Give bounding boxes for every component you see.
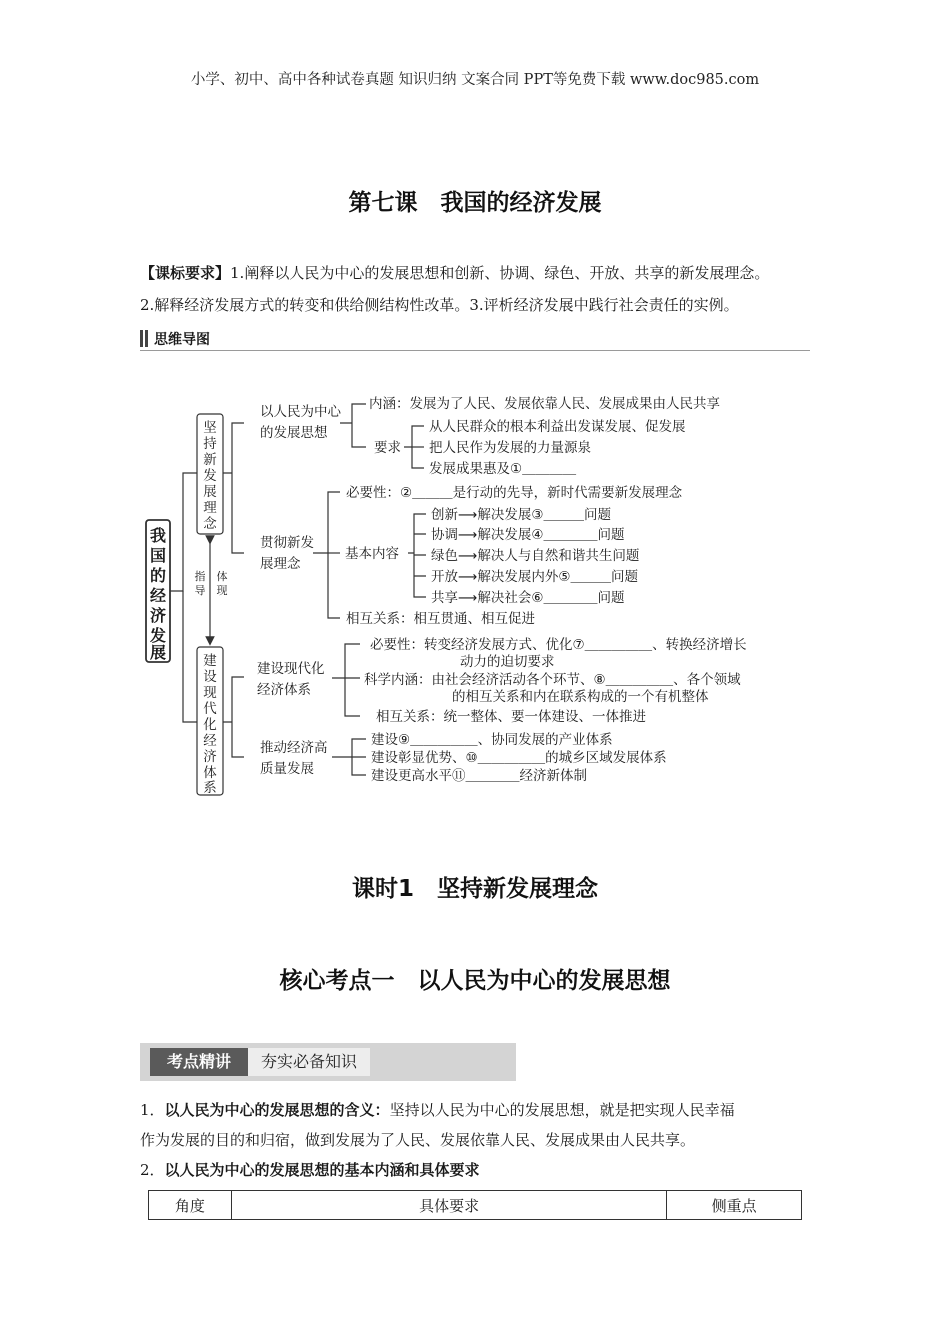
root-char: 经 [149,586,167,605]
requirements-table [148,1190,802,1220]
n1-connotation: 内涵：发展为了人民、发展依靠人民、发展成果由人民共享 [369,396,720,412]
root-char: 国 [149,546,167,565]
root-char: 济 [149,606,167,625]
n3-science: 的相互关系和内在联系构成的一个有机整体 [452,689,709,705]
branch2-char: 现 [203,685,217,701]
connector [183,591,197,722]
kaodian-dark-label: 考点精讲 [150,1048,248,1076]
branch2-char: 济 [203,749,217,765]
n4-item: 建设彰显优势、⑩＿＿＿＿＿的城乡区域发展体系 [371,750,667,766]
n2-relation: 相互关系：相互贯通、相互促进 [346,611,535,627]
standards-line-2: 2.解释经济发展方式的转变和供给侧结构性改革。3.评析经济发展中践行社会责任的实例。 [140,296,739,314]
node-modern-economy: 建设现代化 [257,661,325,677]
n1-req-item: 发展成果惠及①＿＿＿＿ [429,461,577,477]
branch1-char: 展 [203,484,217,500]
n2-basic-item: 绿色⟶解决人与自然和谐共生问题 [431,548,640,564]
branch1-char: 理 [203,500,217,516]
para2-number: 2． [140,1161,165,1179]
node-people-centered: 的发展思想 [260,425,328,441]
branch2-char: 设 [203,669,217,685]
link-label-left: 指 [194,570,206,583]
link-label-left: 导 [194,584,206,597]
branch2-char: 体 [203,765,217,781]
page-header: 小学、初中、高中各种试卷真题 知识归纳 文案合同 PPT等免费下载 www.doc985.com [190,72,760,88]
table-header-cell: 侧重点 [667,1191,802,1220]
section-title: 课时1 坚持新发展理念 [351,876,598,902]
para1-number: 1． [140,1101,165,1119]
paragraph-1 [140,1095,812,1155]
kaodian-light-label: 夯实必备知识 [248,1048,370,1076]
n2-basic-item: 创新⟶解决发展③＿＿＿问题 [431,507,611,523]
n2-basic-item: 共享⟶解决社会⑥＿＿＿＿问题 [431,590,625,606]
table-header-row [149,1191,802,1220]
connector [340,404,366,447]
n1-requirement: 要求 [374,440,401,456]
link-label-right: 体 [216,570,228,583]
n4-item: 建设⑨＿＿＿＿＿、协同发展的产业体系 [371,732,613,748]
para1-text: 作为发展的目的和归宿，做到发展为了人民、发展依靠人民、发展成果由人民共享。 [140,1131,696,1149]
n2-necessity: 必要性：②＿＿＿是行动的先导，新时代需要新发展理念 [346,485,683,501]
node-high-quality: 质量发展 [260,761,314,777]
link-label-right: 现 [216,584,228,597]
n3-necessity: 动力的迫切要求 [460,654,555,670]
node-new-concepts: 展理念 [260,556,301,572]
table-header-cell: 具体要求 [231,1191,667,1220]
branch1-char: 持 [203,436,217,452]
node-modern-economy: 经济体系 [257,682,311,698]
n1-req-item: 从人民群众的根本利益出发谋发展、促发展 [429,419,686,435]
connector [223,423,244,553]
connector [170,473,197,591]
connector [313,492,340,618]
core-title: 核心考点一 以人民为中心的发展思想 [279,968,671,994]
mindmap-label: 思维导图 [154,332,210,348]
table-header-cell: 角度 [149,1191,232,1220]
n3-relation: 相互关系：统一整体、要一体建设、一体推进 [376,709,646,725]
connector [332,739,366,775]
branch2-char: 化 [203,717,217,733]
root-char: 的 [149,566,167,585]
branch2-char: 代 [203,701,217,717]
n2-basic-item: 开放⟶解决发展内外⑤＿＿＿问题 [431,569,638,585]
branch1-char: 新 [203,452,217,468]
paragraph-2 [140,1155,812,1185]
root-char: 展 [149,643,167,662]
n3-science: 科学内涵：由社会经济活动各个环节、⑧＿＿＿＿＿、各个领域 [364,672,741,688]
node-new-concepts: 贯彻新发 [260,535,314,551]
n3-necessity: 必要性：转变经济发展方式、优化⑦＿＿＿＿＿、转换经济增长 [370,637,747,653]
lesson-title: 第七课 我国的经济发展 [348,190,602,216]
branch1-char: 发 [203,468,217,484]
branch2-char: 建 [203,653,217,669]
branch2-char: 系 [203,780,217,796]
connector [408,514,426,597]
para1-text: 坚持以人民为中心的发展思想，就是把实现人民幸福 [389,1101,735,1119]
n1-req-item: 把人民作为发展的力量源泉 [429,440,591,456]
kaodian-bar [140,1043,516,1081]
para1-heading: 以人民为中心的发展思想的含义： [164,1101,390,1119]
branch2-char: 经 [203,733,217,749]
node-people-centered: 以人民为中心 [260,404,341,420]
standards-label: 【课标要求】 [140,264,231,282]
para2-heading: 以人民为中心的发展思想的基本内涵和具体要求 [164,1161,480,1179]
root-char: 我 [149,526,167,545]
n2-basic-item: 协调⟶解决发展④＿＿＿＿问题 [431,527,625,543]
branch1-char: 念 [203,516,217,532]
connector [332,644,360,716]
n4-item: 建设更高水平⑪＿＿＿＿经济新体制 [371,768,587,784]
root-char: 发 [149,626,167,645]
n2-basic-content: 基本内容 [345,546,399,562]
branch1-char: 坚 [203,420,217,436]
standards-text-1: 1.阐释以人民为中心的发展思想和创新、协调、绿色、开放、共享的新发展理念。 [230,264,770,282]
node-high-quality: 推动经济高 [260,740,328,756]
connector [223,677,244,757]
